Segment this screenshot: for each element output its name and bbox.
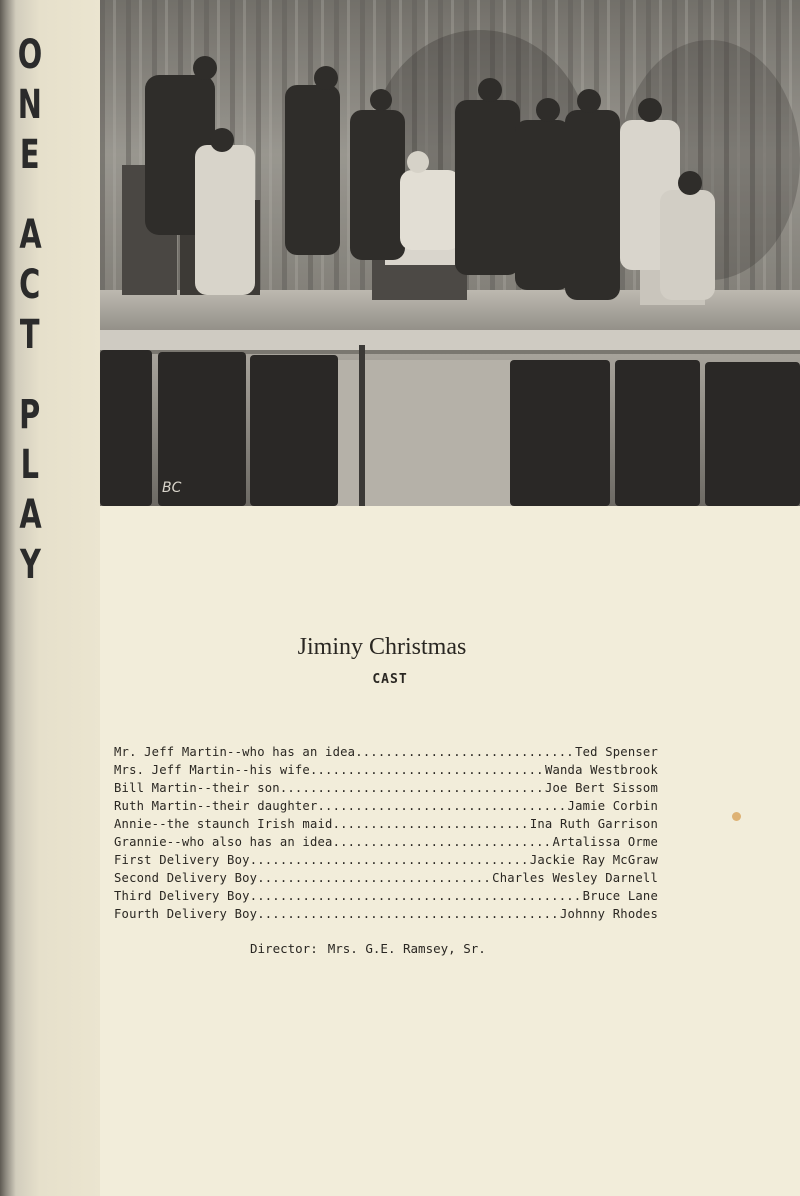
cast-actor: Artalissa Orme xyxy=(552,835,658,849)
cast-row xyxy=(114,743,658,761)
leader-dots xyxy=(333,815,530,833)
cast-row xyxy=(114,761,658,779)
cast-heading: CAST xyxy=(372,672,408,687)
cast-role: Mrs. Jeff Martin--his wife xyxy=(114,763,310,777)
cast-actor: Bruce Lane xyxy=(582,889,658,903)
cast-actor: Ina Ruth Garrison xyxy=(529,817,658,831)
cast-row xyxy=(114,833,658,851)
photo-initials: BC xyxy=(162,480,182,496)
cast-actor: Wanda Westbrook xyxy=(544,763,658,777)
cast-role: Third Delivery Boy xyxy=(114,889,250,903)
cast-actor: Jackie Ray McGraw xyxy=(529,853,658,867)
cast-row xyxy=(114,869,658,887)
cast-actor: Jamie Corbin xyxy=(567,799,658,813)
leader-dots xyxy=(257,869,492,887)
cast-role: Bill Martin--their son xyxy=(114,781,280,795)
stage-photograph xyxy=(100,0,800,506)
cast-role: Second Delivery Boy xyxy=(114,871,258,885)
leader-dots xyxy=(280,779,545,797)
cast-actor: Joe Bert Sissom xyxy=(544,781,658,795)
side-title-letter: O xyxy=(17,32,43,78)
leader-dots xyxy=(318,797,568,815)
cast-role: Annie--the staunch Irish maid xyxy=(114,817,333,831)
director-name: Mrs. G.E. Ramsey, Sr. xyxy=(327,941,486,956)
side-title-letter: Y xyxy=(19,542,41,588)
cast-role: Grannie--who also has an idea xyxy=(114,835,333,849)
side-title-letter: N xyxy=(17,82,43,128)
leader-dots xyxy=(333,833,553,851)
leader-dots xyxy=(257,905,560,923)
play-title: Jiminy Christmas xyxy=(297,634,467,660)
leader-dots xyxy=(310,761,545,779)
cast-list xyxy=(114,743,658,923)
director-credit xyxy=(250,941,486,956)
leader-dots xyxy=(355,743,575,761)
cast-row xyxy=(114,797,658,815)
side-title-letter: T xyxy=(20,312,40,358)
cast-role: Ruth Martin--their daughter xyxy=(114,799,318,813)
cast-role: Fourth Delivery Boy xyxy=(114,907,258,921)
cast-actor: Johnny Rhodes xyxy=(560,907,658,921)
cast-row xyxy=(114,779,658,797)
side-title-letter: P xyxy=(19,392,41,438)
side-title-one-act-play xyxy=(6,30,54,590)
cast-role: Mr. Jeff Martin--who has an idea xyxy=(114,745,356,759)
director-label: Director: xyxy=(250,941,318,956)
paper-stain xyxy=(732,812,741,821)
side-title-letter: A xyxy=(18,492,42,538)
side-title-letter: A xyxy=(18,212,42,258)
cast-row xyxy=(114,887,658,905)
cast-row xyxy=(114,815,658,833)
cast-row xyxy=(114,851,658,869)
leader-dots xyxy=(250,851,530,869)
side-title-letter: E xyxy=(20,132,40,178)
cast-row xyxy=(114,905,658,923)
cast-actor: Ted Spenser xyxy=(575,745,658,759)
side-title-letter: C xyxy=(19,262,41,308)
cast-actor: Charles Wesley Darnell xyxy=(492,871,658,885)
cast-role: First Delivery Boy xyxy=(114,853,250,867)
side-title-letter: L xyxy=(20,442,40,488)
leader-dots xyxy=(250,887,583,905)
